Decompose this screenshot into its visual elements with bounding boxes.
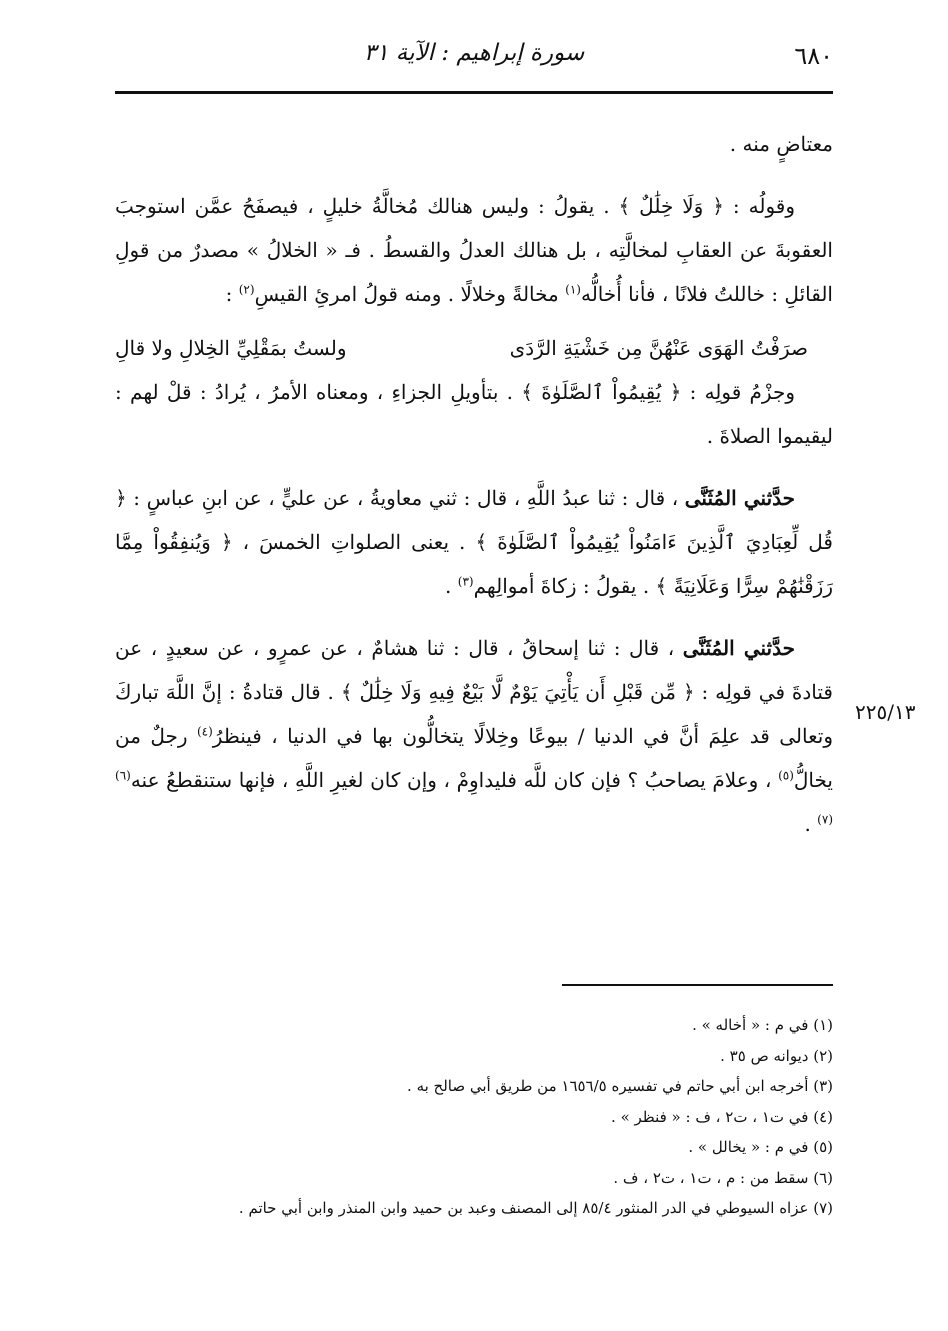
footnote-5: (٥) في م : « يخالل » . [688, 1138, 833, 1156]
footnote-separator [562, 984, 833, 986]
footnote-ref-1[interactable]: (١) [565, 282, 581, 297]
footnote-6: (٦) سقط من : م ، ت١ ، ت٢ ، ف . [613, 1168, 833, 1187]
footnotes [115, 1010, 833, 1224]
footnote-2: (٢) ديوانه ص ٣٥ . [720, 1046, 833, 1065]
paragraph-4-text-b: . [445, 574, 458, 598]
footnote-ref-3[interactable]: (٣) [457, 574, 474, 589]
paragraph-3 [115, 370, 833, 458]
main-text [115, 122, 833, 846]
footnote-7: (٧) عزاه السيوطي في الدر المنثور ٨٥/٤ إلى المصنف وعبد بن حميد وابن المنذر وابن أبي حاتم . [238, 1199, 833, 1217]
paragraph-4-text-a: ، قال : ثنا عبدُ اللَّهِ ، قال : ثني معاويةُ ، عن عليٍّ ، عن ابنِ عباسٍ : ﴿ قُل لِّعِبَادِيَ ٱلَّذِينَ ءَامَنُواْ يُقِيمُواْ ٱلصَّلَوٰةَ ﴾ . يعنى الصلواتِ الخمسَ ، ﴿ وَيُنفِقُواْ مِمَّا رَزَقْنَٰهُمْ سِرًّا وَعَلَانِيَةً ﴾ . يقولُ : زكاةَ أموالِهم [115, 486, 833, 598]
verse-second-hemistich: ولستُ بمَقْلِيِّ الخِلالِ ولا قالِ [115, 336, 347, 360]
paragraph-2-text-c: : [225, 282, 239, 306]
paragraph-1 [115, 122, 833, 166]
poetry-verse [115, 326, 833, 370]
paragraph-5 [115, 626, 833, 846]
paragraph-1-text: معتاضٍ منه . [729, 132, 833, 156]
page-header [115, 40, 833, 80]
footnote-3: (٣) أخرجه ابن أبي حاتم في تفسيره ١٦٥٦/٥ من طريق أبي صالح به . [407, 1077, 833, 1095]
paragraph-5-text-c: ، وعلامَ يصاحبُ ؟ فإن كان للَّه فليداوِمْ ، وإن كان لغيرِ اللَّهِ ، فإنها ستنقطعُ عنه [130, 768, 779, 792]
footnote-1: (١) في م : « أخاله » . [692, 1016, 833, 1034]
page-number: ٦٨٠ [794, 42, 833, 70]
narration-lead: حدَّثني المُثَنَّى [682, 636, 795, 660]
paragraph-2-text-b: مخالةً وخلالًا . ومنه قولُ امرئِ القيسِ [254, 282, 566, 306]
verse-first-hemistich: صرَفْتُ الهَوَى عَنْهُنَّ مِن خَشْيَةِ الرَّدَى [509, 336, 808, 360]
footnote-ref-6-7[interactable]: (٦)(٧) [115, 768, 833, 827]
header-rule [115, 91, 833, 94]
paragraph-3-text: وجزْمُ قولِه : ﴿ يُقِيمُواْ ٱلصَّلَوٰةَ ﴾ . بتأويلِ الجزاءِ ، ومعناه الأمرُ ، يُرادُ : قلْ لهم : ليقيموا الصلاةَ . [115, 380, 833, 448]
paragraph-2 [115, 184, 833, 316]
margin-volume-page-reference: ٢٢٥/١٣ [855, 700, 916, 724]
paragraph-2-text-a: وقولُه : ﴿ وَلَا خِلَٰلٌ ﴾ . يقولُ : وليس هنالك مُخالَّةُ خليلٍ ، فيصفَحُ عمَّن استوجبَ العقوبةَ عن العقابِ لمخالَّتِه ، بل هنالك العدلُ والقسطُ . فـ « الخلالُ » مصدرٌ من قولِ القائلِ : خاللتُ فلانًا ، فأنا أُخالُّه [115, 194, 833, 306]
footnote-4: (٤) في ت١ ، ت٢ ، ف : « فنظر » . [611, 1107, 833, 1126]
paragraph-5-text-b: رجلٌ من يخالُّ [115, 724, 833, 792]
paragraph-5-text-a: ، قال : ثنا إسحاقُ ، قال : ثنا هشامٌ ، عن عمرٍو ، عن سعيدٍ ، عن قتادةَ في قولِه : ﴿ مِّن قَبْلِ أَن يَأْتِيَ يَوْمٌ لَّا بَيْعٌ فِيهِ وَلَا خِلَٰلٌ ﴾ . قال قتادةُ : إنَّ اللَّهَ تباركَ وتعالى قد علِمَ أنَّ في الدنيا / بيوعًا وخِلالًا يتخالُّون بها في الدنيا ، فينظرُ [115, 636, 833, 748]
paragraph-4 [115, 476, 833, 608]
footnote-ref-5[interactable]: (٥) [778, 768, 794, 783]
footnote-ref-4[interactable]: (٤) [196, 724, 213, 739]
narration-lead: حدَّثني المُثَنَّى [684, 486, 795, 510]
footnote-ref-2[interactable]: (٢) [238, 282, 255, 297]
running-title: سورة إبراهيم : الآية ٣١ [363, 40, 585, 66]
paragraph-5-text-d: . [804, 812, 818, 836]
